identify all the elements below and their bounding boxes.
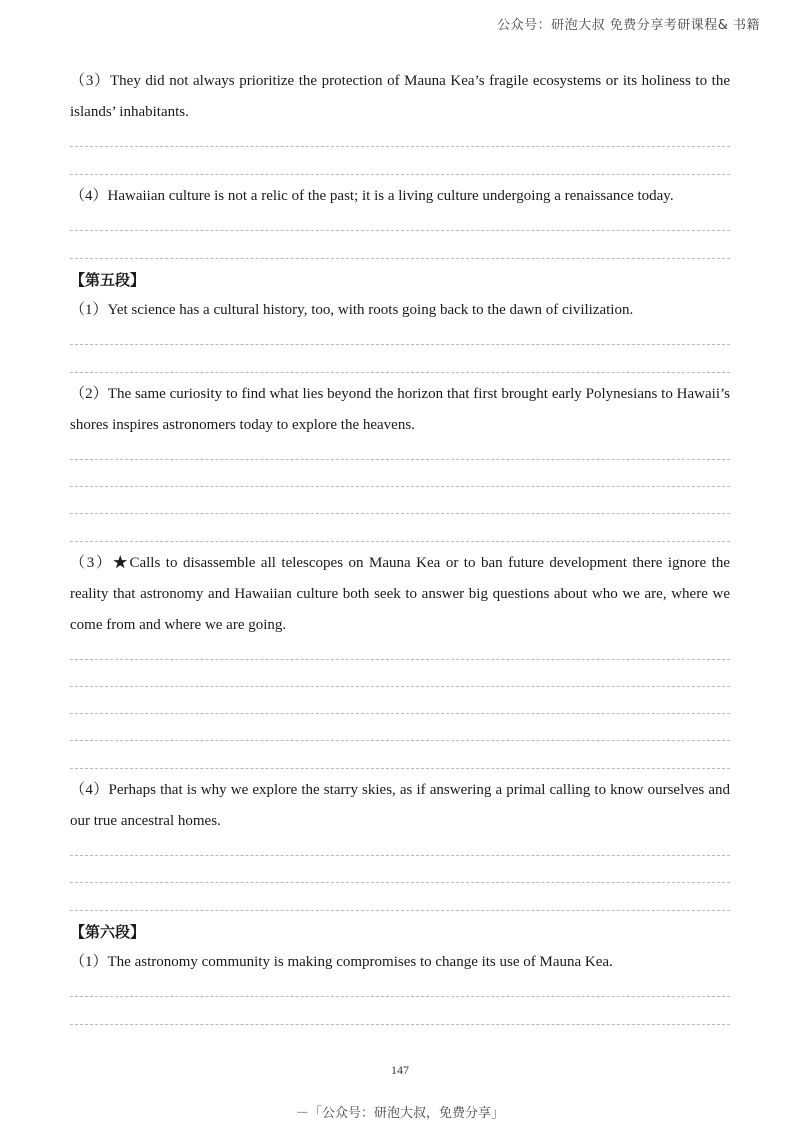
answer-line <box>70 372 730 373</box>
sentence-p4-4: （4）Hawaiian culture is not a relic of the past; it is a living culture undergoing a renaissance today. <box>70 188 674 204</box>
page-number: 147 <box>391 1063 409 1077</box>
answer-line <box>70 1024 730 1025</box>
answer-line <box>70 174 730 175</box>
sentence-p6-1: （1）The astronomy community is making compromises to change its use of Mauna Kea. <box>70 954 613 970</box>
sentence-p5-4: （4）Perhaps that is why we explore the starry skies, as if answering a primal calling to know ourselves and our true ancestral homes. <box>70 782 730 829</box>
answer-line <box>70 258 730 259</box>
answer-line <box>70 910 730 911</box>
sentence-p4-3: （3）They did not always prioritize the protection of Mauna Kea’s fragile ecosystems or its holiness to the islands’ inhabitants. <box>70 73 730 120</box>
answer-line <box>70 230 730 231</box>
answer-line <box>70 855 730 856</box>
header-watermark: 公众号：研泡大叔 免费分享考研课程& 书籍 <box>497 18 760 33</box>
answer-line <box>70 686 730 687</box>
answer-line <box>70 740 730 741</box>
sentence-p5-3: （3）★Calls to disassemble all telescopes on Mauna Kea or to ban future development there ignore the reality that astronomy and Hawaiian culture both seek to answer big questions about who we are, where we come from and where we are going. <box>70 555 730 633</box>
footer-watermark: －「公众号：研泡大叔，免费分享」 <box>295 1106 504 1121</box>
answer-line <box>70 513 730 514</box>
sentence-p5-1: （1）Yet science has a cultural history, too, with roots going back to the dawn of civilization. <box>70 302 634 318</box>
answer-line <box>70 768 730 769</box>
answer-line <box>70 713 730 714</box>
section-heading-5: 【第五段】 <box>70 271 146 289</box>
document-body <box>70 66 730 1025</box>
answer-line <box>70 146 730 147</box>
sentence-p5-2: （2）The same curiosity to find what lies beyond the horizon that first brought early Polynesians to Hawaii’s shores inspires astronomers today to explore the heavens. <box>70 386 730 433</box>
answer-line <box>70 344 730 345</box>
answer-line <box>70 541 730 542</box>
answer-line <box>70 996 730 997</box>
answer-line <box>70 486 730 487</box>
answer-line <box>70 659 730 660</box>
answer-line <box>70 459 730 460</box>
section-heading-6: 【第六段】 <box>70 923 146 941</box>
answer-line <box>70 882 730 883</box>
